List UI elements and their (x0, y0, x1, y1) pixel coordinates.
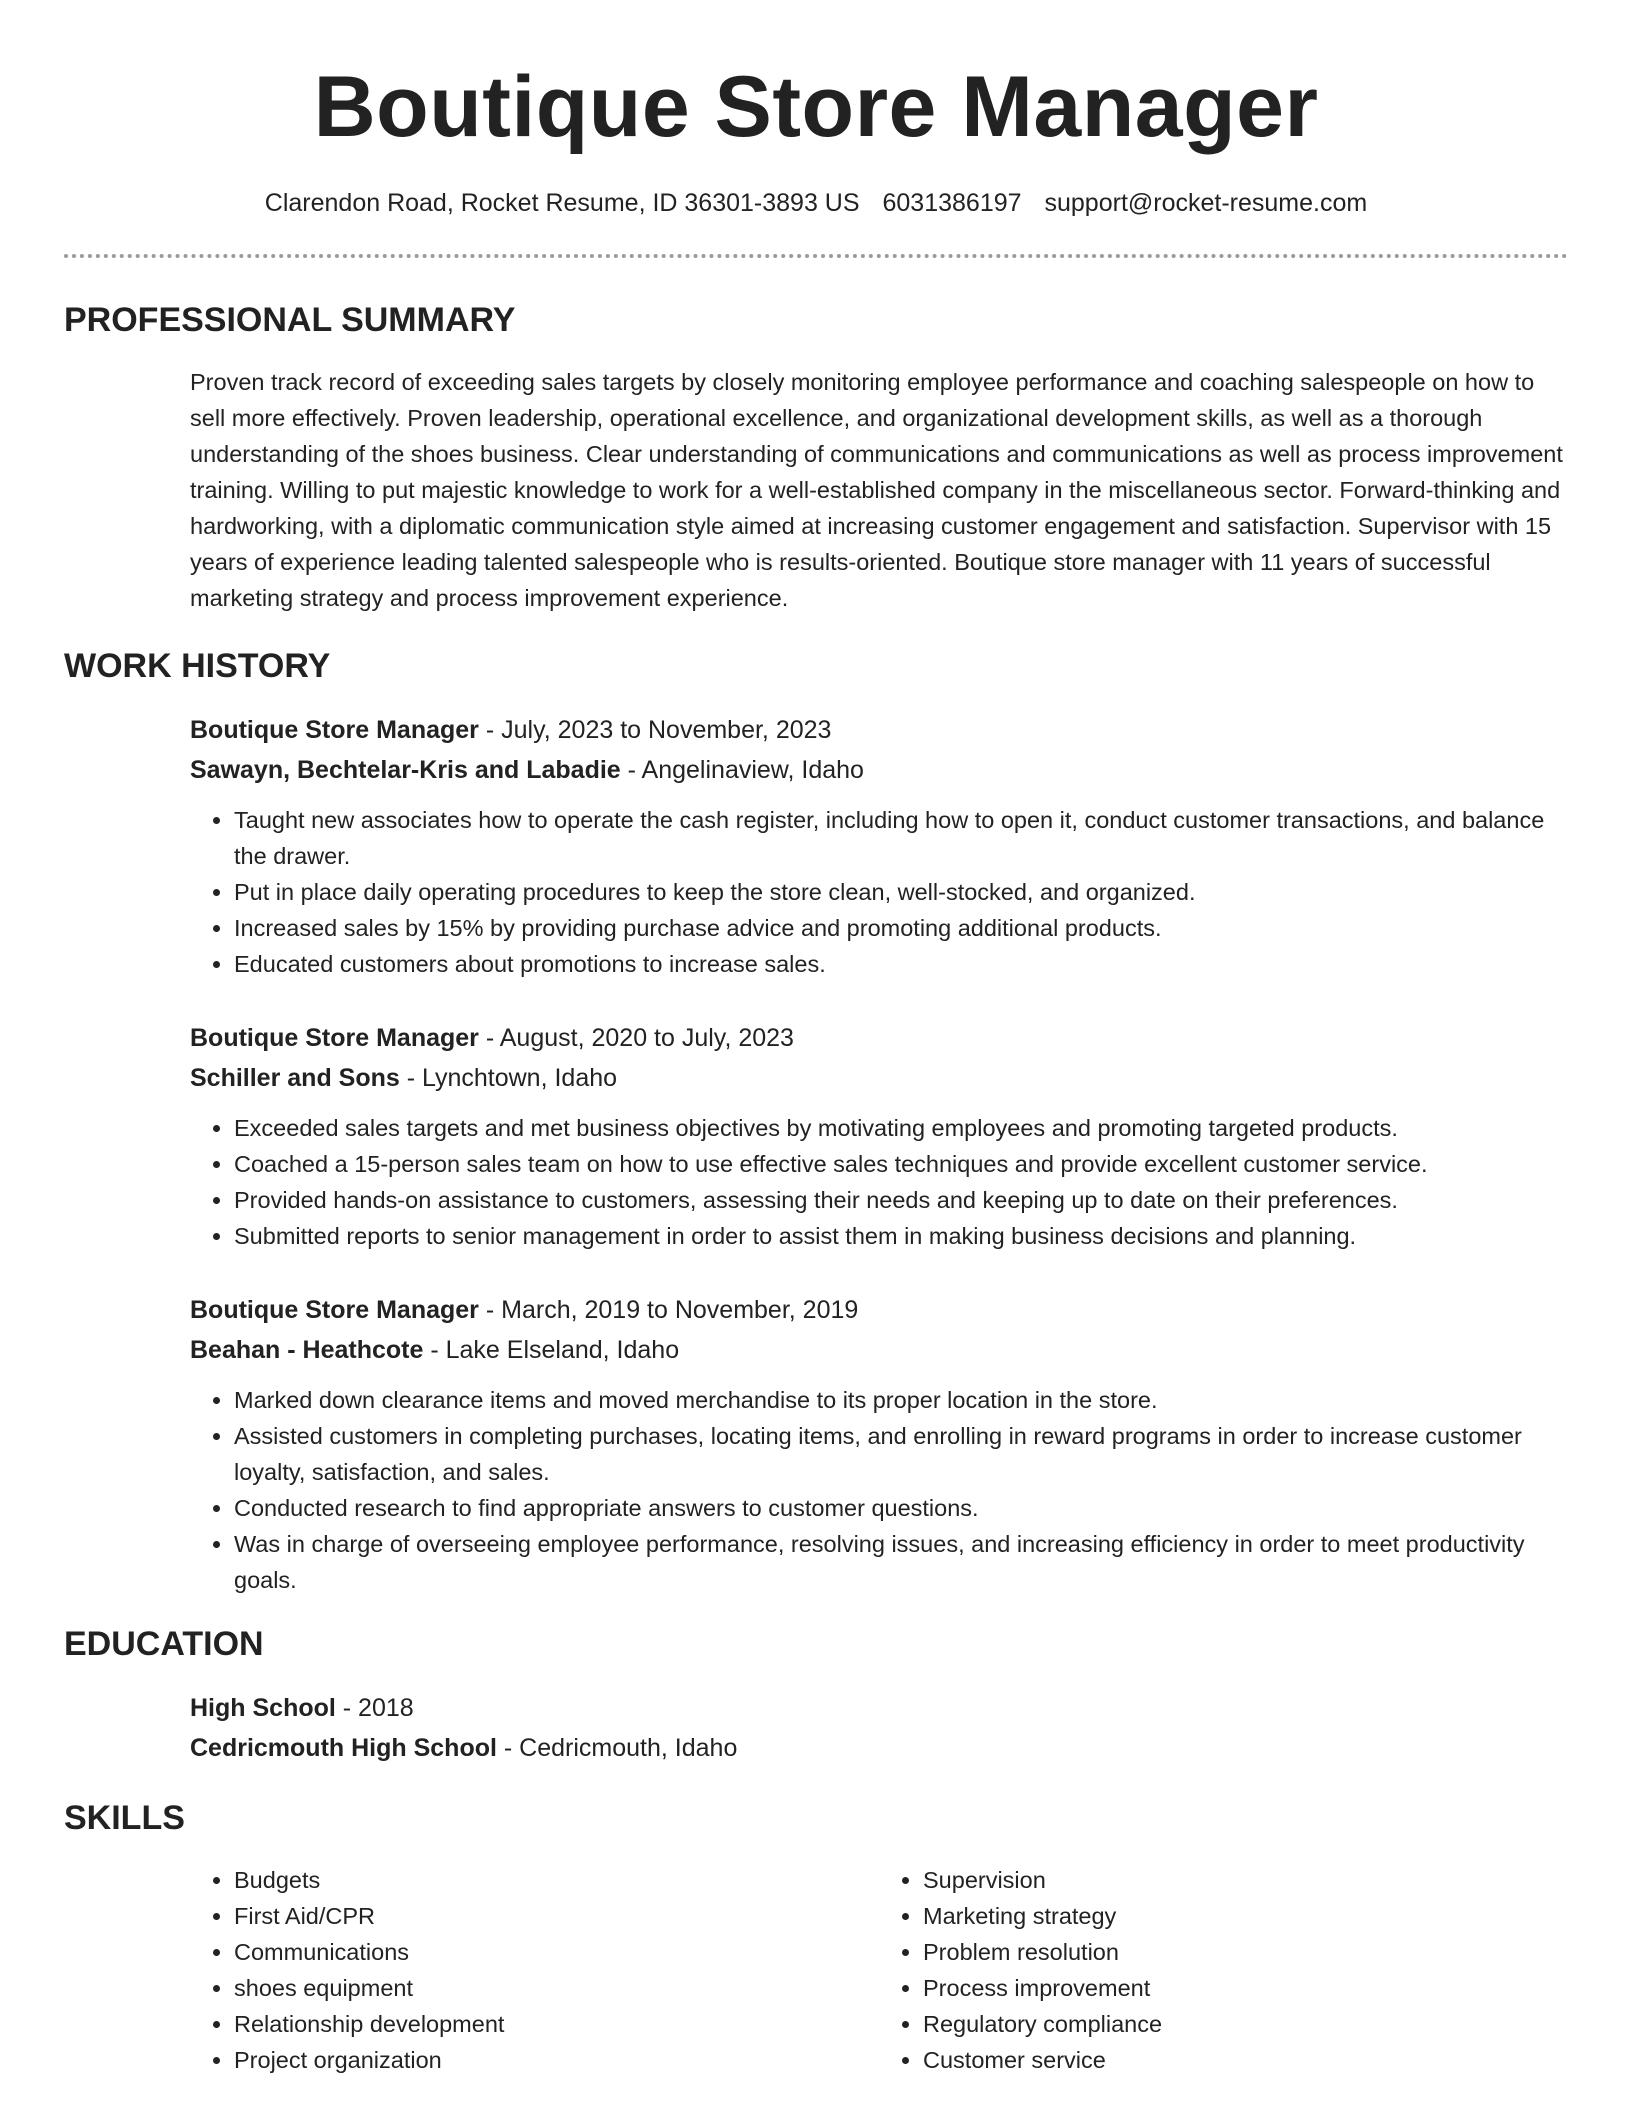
job-company: Schiller and Sons (190, 1064, 400, 1092)
job-dates: - March, 2019 to November, 2019 (478, 1296, 859, 1324)
contact-address: Clarendon Road, Rocket Resume, ID 36301-3893 US (264, 189, 860, 217)
job-bullets (190, 1382, 1568, 1598)
job-company-line (190, 750, 1568, 790)
header-divider (64, 254, 1568, 258)
skill-item: • Regulatory compliance (923, 2006, 1568, 2042)
job-role: Boutique Store Manager (190, 716, 479, 744)
job-bullets (190, 802, 1568, 982)
skill-item: • First Aid/CPR (234, 1898, 879, 1934)
work-history-section (64, 644, 1568, 1598)
job-title-line (190, 710, 1568, 750)
job-company-line (190, 1058, 1568, 1098)
contact-phone: 6031386197 (882, 189, 1022, 217)
skill-item: • Communications (234, 1934, 879, 1970)
job-entry (190, 710, 1568, 982)
job-title-line (190, 1018, 1568, 1058)
skill-item: • shoes equipment (234, 1970, 879, 2006)
skill-item: • Customer service (923, 2042, 1568, 2078)
job-bullet: • Coached a 15-person sales team on how to use effective sales techniques and provide excellent customer service. (234, 1146, 1568, 1182)
job-bullet: • Taught new associates how to operate the cash register, including how to open it, conduct customer transactions, and balance the drawer. (234, 802, 1568, 874)
summary-heading: PROFESSIONAL SUMMARY (64, 301, 516, 339)
skills-column-right (879, 1862, 1568, 2078)
summary-text: Proven track record of exceeding sales targets by closely monitoring employee performance and coaching salespeople on how to sell more effectively. Proven leadership, operational excellence, and organizational development skills, as well as a thorough understanding of the shoes business. Clear understanding of communications and communications as well as process improvement training. Willing to put majestic knowledge to work for a well-established company in the miscellaneous sector. Forward-thinking and hardworking, with a diplomatic communication style aimed at increasing customer engagement and satisfaction. Supervisor with 15 years of experience leading talented salespeople who is results-oriented. Boutique store manager with 11 years of successful marketing strategy and process improvement experience. (190, 369, 1563, 611)
education-location: - Cedricmouth, Idaho (496, 1734, 738, 1762)
job-role: Boutique Store Manager (190, 1024, 479, 1052)
education-year: - 2018 (335, 1694, 414, 1722)
job-bullet: • Assisted customers in completing purchases, locating items, and enrolling in reward programs in order to increase customer loyalty, satisfaction, and sales. (234, 1418, 1568, 1490)
job-bullet: • Marked down clearance items and moved merchandise to its proper location in the store. (234, 1382, 1568, 1418)
job-company: Beahan - Heathcote (190, 1336, 424, 1364)
education-school-line (190, 1728, 1568, 1768)
summary-section (64, 298, 1568, 616)
work-history-body (190, 710, 1568, 1598)
skills-column-left (190, 1862, 879, 2078)
skill-item: • Marketing strategy (923, 1898, 1568, 1934)
skill-item: • Budgets (234, 1862, 879, 1898)
job-company: Sawayn, Bechtelar-Kris and Labadie (190, 756, 621, 784)
job-bullet: • Provided hands-on assistance to customers, assessing their needs and keeping up to date on their preferences. (234, 1182, 1568, 1218)
contact-line (64, 186, 1568, 220)
job-location: - Angelinaview, Idaho (620, 756, 864, 784)
skill-item: • Problem resolution (923, 1934, 1568, 1970)
education-degree: High School (190, 1694, 336, 1722)
work-history-heading: WORK HISTORY (64, 647, 331, 685)
skill-item: • Supervision (923, 1862, 1568, 1898)
job-bullet: • Put in place daily operating procedures to keep the store clean, well-stocked, and organized. (234, 874, 1568, 910)
skill-item: • Relationship development (234, 2006, 879, 2042)
job-bullet: • Submitted reports to senior management in order to assist them in making business decisions and planning. (234, 1218, 1568, 1254)
education-school: Cedricmouth High School (190, 1734, 497, 1762)
job-location: - Lake Elseland, Idaho (423, 1336, 680, 1364)
skills-list (190, 1862, 1568, 2078)
job-bullet: • Conducted research to find appropriate answers to customer questions. (234, 1490, 1568, 1526)
skill-item: • Process improvement (923, 1970, 1568, 2006)
job-bullet: • Exceeded sales targets and met business objectives by motivating employees and promoting targeted products. (234, 1110, 1568, 1146)
job-title-line (190, 1290, 1568, 1330)
skill-item: • Project organization (234, 2042, 879, 2078)
job-company-line (190, 1330, 1568, 1370)
education-body (190, 1688, 1568, 1768)
job-location: - Lynchtown, Idaho (399, 1064, 618, 1092)
job-bullet: • Increased sales by 15% by providing purchase advice and promoting additional products. (234, 910, 1568, 946)
education-section (64, 1622, 1568, 1768)
job-entry (190, 1018, 1568, 1254)
job-role: Boutique Store Manager (190, 1296, 479, 1324)
job-entry (190, 1290, 1568, 1598)
resume-title: Boutique Store Manager (313, 59, 1319, 155)
job-bullet: • Was in charge of overseeing employee performance, resolving issues, and increasing efficiency in order to meet productivity goals. (234, 1526, 1568, 1598)
job-bullets (190, 1110, 1568, 1254)
education-degree-line (190, 1688, 1568, 1728)
education-heading: EDUCATION (64, 1625, 264, 1663)
job-bullet: • Educated customers about promotions to increase sales. (234, 946, 1568, 982)
skills-heading: SKILLS (64, 1799, 185, 1837)
job-dates: - July, 2023 to November, 2023 (478, 716, 832, 744)
contact-email: support@rocket-resume.com (1044, 189, 1368, 217)
job-dates: - August, 2020 to July, 2023 (478, 1024, 794, 1052)
skills-section (64, 1796, 1568, 2078)
